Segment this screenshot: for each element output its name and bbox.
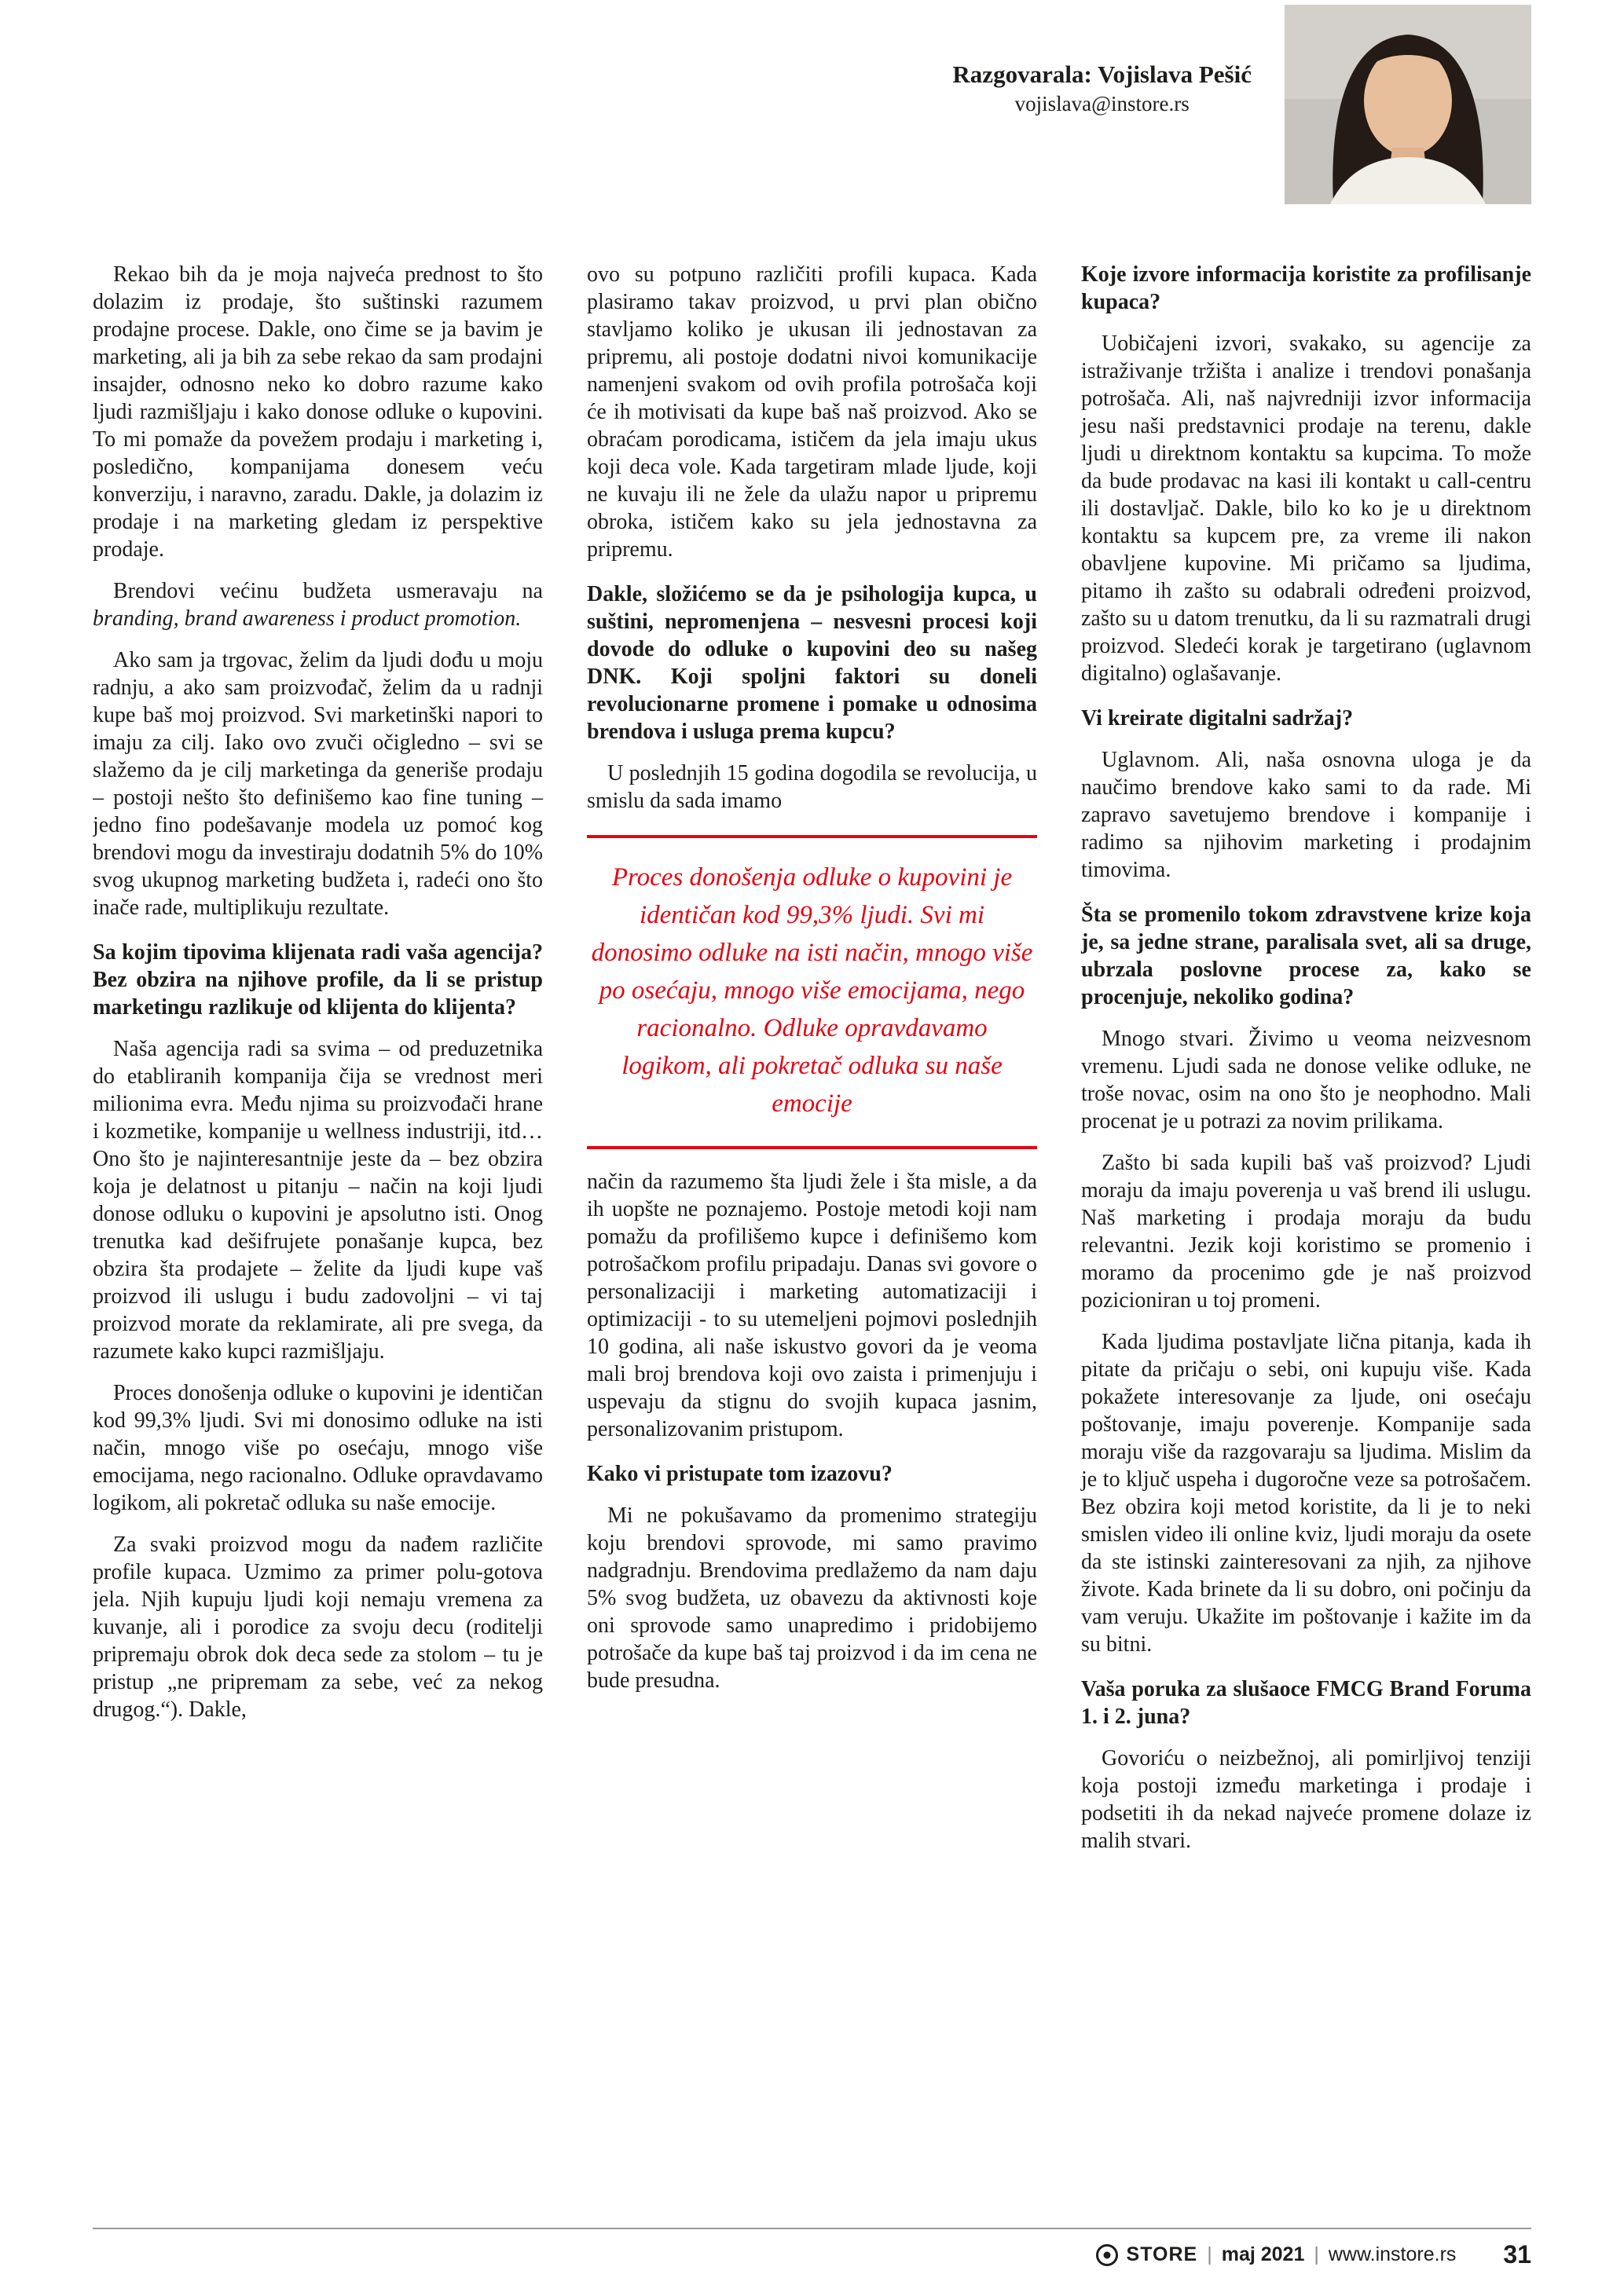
footer-website: www.instore.rs [1328,2243,1457,2265]
interview-question: Kako vi pristupate tom izazovu? [587,1462,893,1486]
paragraph: Uglavnom. Ali, naša osnovna uloga je da naučimo brendove kako sami to da rade. Mi zapravo savetujemo brendove i kompanije i radimo sa njihovim marketing i prodajnim timovima. [1081,748,1531,882]
paragraph: ovo su potpuno različiti profili kupaca. Kada plasiramo takav proizvod, u prvi plan obično stavljamo koliko je ukusan ili jednostavan za pripremu, ali postoje dodatni nivoi komunikacije namenjeni svakom od ovih profila potrošača koji će ih motivisati da kupe baš naš proizvod. Ako se obraćam porodicama, ističem da jela imaju ukus koji deca vole. Kada targetiram mlade ljude, koji ne kuvaju ili ne žele da ulažu napor u pripremu obroka, ističem kako su jela jednostavna za pripremu. [587,262,1037,562]
paragraph: Govoriću o neizbežnoj, ali pomirljivoj tenziji koja postoji između marketinga i prodaje i podsetiti ih da nekad najveće promene dolaze iz malih stvari. [1081,1746,1531,1853]
paragraph: Mnogo stvari. Živimo u veoma neizvesnom vremenu. Ljudi sada ne donose velike odluke, ne troše novac, osim na ono što je neophodno. Mali procenat je u potrazi za novim prilikama. [1081,1027,1531,1133]
paragraph: način da razumemo šta ljudi žele i šta misle, a da ih uopšte ne poznajemo. Postoje metodi koji nam pomažu da profilišemo kupce i definišemo kom potrošačkom profilu pripadaju. Danas svi govore o personalizaciji i marketing automatizaciji i optimizaciji - to su utemeljeni pojmovi poslednjih 10 godina, ali naše iskustvo govori da je veoma mali broj brendova koji ovo zaista i primenjuju i uspevaju da stignu do svojih kupaca jasnim, personalizovanim pristupom. [587,1170,1037,1441]
column-3 [1081,261,1531,2228]
footer-brand: STORE [1126,2243,1198,2265]
footer-issue-date: maj 2021 [1221,2243,1305,2265]
byline-email: vojislava@instore.rs [1014,92,1190,115]
paragraph: Proces donošenja odluke o kupovini je identičan kod 99,3% ljudi. Svi mi donosimo odluke na isti način, mnogo više po osećaju, mnogo više emocijama, nego racionalno. Odluke opravdavamo logikom, ali pokretač odluka su naše emocije. [93,1381,543,1515]
interview-question: Dakle, složićemo se da je psihologija kupca, u suštini, nepromenjena – nesvesni procesi koji dovode do odluke o kupovini deo su našeg DNK. Koji spoljni faktori su doneli revolucionarne promene i pomake u odnosima brendova i usluga prema kupcu? [587,582,1037,744]
page-header [93,0,1531,206]
paragraph: Rekao bih da je moja najveća prednost to što dolazim iz prodaje, što suštinski razumem prodajne procese. Dakle, ono čime se ja bavim je marketing, ali ja bih za sebe rekao da sam prodajni insajder, odnosno neko ko dobro razume kako ljudi razmišljaju i kako donose odluke o kupovini. To mi pomaže da povežem prodaju i marketing i, posledično, kompanijama donesem veću konverziju, i naravno, zaradu. Dakle, ja dolazim iz prodaje i na marketing gledam iz perspektive prodaje. [93,262,543,562]
footer-separator: | [1314,2243,1319,2265]
paragraph: Mi ne pokušavamo da promenimo strategiju koju brendovi sprovode, mi samo pravimo nadgradnju. Brendovima predlažemo da nam daju 5% svog budžeta, uz obavezu da aktivnosti koje oni sprovode samo unapredimo i pridobijemo potrošače da kupe baš taj proizvod i da im cena ne bude presudna. [587,1503,1037,1693]
paragraph: Ako sam ja trgovac, želim da ljudi dođu u moju radnju, a ako sam proizvođač, želim da u radnji kupe baš moj proizvod. Svi marketinški napori to imaju za cilj. Iako ovo zvuči očigledno – svi se slažemo da je cilj marketinga da generiše prodaju – postoji nešto što definišemo kao fine tuning – jedno fino podešavanje modela uz pomoć kog brendovi mogu da investiraju dodatnih 5% do 10% svog ukupnog marketing budžeta i, radeći ono što inače rade, multiplikuju rezultate. [93,648,543,920]
article-columns [93,261,1531,2228]
page-number: 31 [1503,2240,1531,2269]
paragraph: Uobičajeni izvori, svakako, su agencije za istraživanje tržišta i analize i trendovi ponašanja potrošača. Ali, naš najvredniji izvor informacija jesu naši predstavnici prodaje na terenu, dakle ljudi u direktnom kontaktu sa kupcima. To može da bude prodavac na kasi ili kontakt u call-centru ili dostavljač. Dakle, bilo ko ko je u direktnom kontaktu sa kupcem pre, za vreme ili nakon obavljene kupovine. Mi pričamo sa ljudima, pitamo ih zašto su odabrali određeni proizvod, zašto su u datom trenutku, da li su razmatrali drugi proizvod. Sledeći korak je targetirano (uglavnom digitalno) oglašavanje. [1081,331,1531,686]
paragraph: U poslednjih 15 godina dogodila se revolucija, u smislu da sada imamo [587,761,1037,813]
paragraph: Naša agencija radi sa svima – od preduzetnika do etabliranih kompanija čija se vrednost meri milionima evra. Među njima su proizvođači hrane i kozmetike, kompanije u wellness industriji, itd… Ono što je najinteresantnije jeste da – bez obzira koja je delatnost u pitanju – način na koji ljudi donose odluku o kupovini je apsolutno isti. Onog trenutka kad dešifrujete ponašanje kupca, bez obzira šta prodajete – želite da ljudi kupe vaš proizvod ili uslugu i budu zadovoljni – vi taj proizvod morate da reklamirate, ali pre svega, da razumete kako kupci razmišljaju. [93,1037,543,1364]
footer-separator: | [1207,2243,1212,2265]
byline-author: Razgovarala: Vojislava Pešić [952,60,1252,88]
interviewee-portrait-photo [1285,5,1531,204]
column-1 [93,261,543,2228]
interview-question: Sa kojim tipovima klijenata radi vaša agencija? Bez obzira na njihove profile, da li se pristup marketingu razlikuje od klijenta do klijenta? [93,940,543,1020]
interview-question: Vaša poruka za slušaoce FMCG Brand Foruma 1. i 2. juna? [1081,1677,1531,1729]
interview-question: Koje izvore informacija koristite za profilisanje kupaca? [1081,262,1531,314]
paragraph: Kada ljudima postavljate lična pitanja, kada ih pitate da pričaju o sebi, oni kupuju više. Kada pokažete interesovanje za ljude, oni osećaju poštovanje, imaju poverenje. Kompanije sada moraju više da razgovaraju sa ljudima. Mislim da je to ključ uspeha i dugoročne veze sa potrošačem. Bez obzira koji metod koristite, da li je to neki smislen video ili online kviz, ljudi moraju da osete da ste istinski zainteresovani za njih, za njihove živote. Kada brinete da li su dobro, oni počinju da vam veruju. Ukažite im poštovanje i kažite im da su bitni. [1081,1330,1531,1657]
column-2 [587,261,1037,2228]
byline [952,60,1252,118]
paragraph: Za svaki proizvod mogu da nađem različite profile kupaca. Uzmimo za primer polu-gotova jela. Njih kupuju ljudi koji nemaju vremena za kuvanje, ali i porodice za svoju decu (roditelji pripremaju obrok dok deca sede za stolom – tu je pristup „ne pripremam za sebe, već za nekog drugog.“). Dakle, [93,1532,543,1722]
paragraph [93,577,543,632]
page-footer [93,2228,1531,2269]
instore-logo-icon [1095,2243,1119,2267]
paragraph: Zašto bi sada kupili baš vaš proizvod? Ljudi moraju da imaju poverenja u vaš brend ili uslugu. Naš marketing i prodaja moraju da budu relevantni. Jezik koji koristimo se promenio i moramo da procenimo gde je naš proizvod pozicioniran u toj promeni. [1081,1151,1531,1313]
pull-quote: Proces donošenja odluke o kupovini je identičan kod 99,3% ljudi. Svi mi donosimo odluke na isti način, mnogo više po osećaju, mnogo više emocijama, nego racionalno. Odluke opravdavamo logikom, ali pokretač odluka su naše emocije [587,835,1037,1149]
interview-question: Šta se promenilo tokom zdravstvene krize koja je, sa jedne strane, paralisala svet, ali sa druge, ubrzala poslovne procese za, kako se procenjuje, nekoliko godina? [1081,903,1531,1009]
paragraph-text: Brendovi većinu budžeta usmeravaju na [113,579,543,603]
italic-phrase: branding, brand awareness i product promotion. [93,606,522,631]
interview-question: Vi kreirate digitalni sadržaj? [1081,706,1354,731]
